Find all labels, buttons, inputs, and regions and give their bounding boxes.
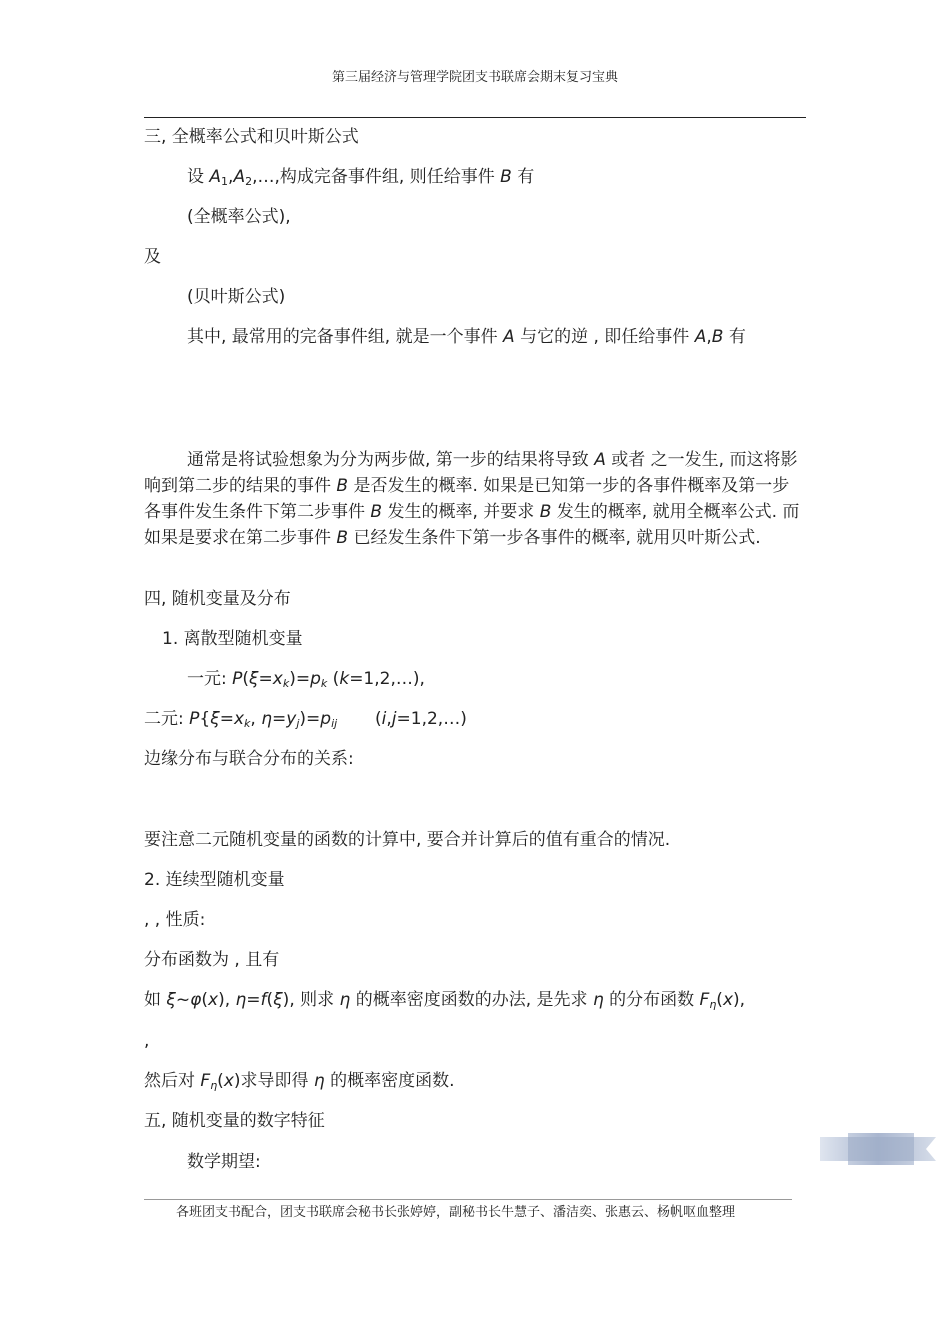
derivative-line: 然后对 $F_\eta(x)$求导即得 η 的概率密度函数. [144, 1071, 455, 1092]
page-footer: 各班团支书配合，团支书联席会秘书长张婷婷，副秘书长牛慧子、潘洁奕、张惠云、杨帆呕血整理 [176, 1205, 736, 1220]
two-dim-distribution: 二元: $P\{\xi=x_k$, $\eta=y_j)=p_{ij}$ (i,j=1,2,…) [144, 709, 467, 730]
discrete-heading: 1. 离散型随机变量 [162, 629, 303, 649]
total-probability-label: (全概率公式), [187, 207, 291, 227]
continuous-heading: 2. 连续型随机变量 [144, 870, 285, 890]
event-group-line: 设 $A_1,A_2,\dots$,构成完备事件组, 则任给事件 B 有 [187, 167, 535, 188]
page-header: 第三届经济与管理学院团支书联席会期末复习宝典 [331, 70, 618, 85]
explanation-paragraph: 通常是将试验想象为分为两步做, 第一步的结果将导致 A 或者 之一发生, 而这将影响到第二步的结果的事件 B 是否发生的概率. 如果是已知第一步的各事件概率及第一步各事件发生条件下第二步事件 B 发生的概率, 并要求 B 发生的概率, 就用全概率公式. 而如果是要求在第二步事件 B 已经发生条件下第一步各事件的概率, 就用贝叶斯公式. [144, 450, 800, 548]
decorative-ribbon [818, 1133, 936, 1165]
cdf-line: 分布函数为 , 且有 [144, 950, 280, 970]
footer-rule [144, 1199, 792, 1200]
density-method-line: 如 ξ~φ(x), η=f(ξ), 则求 η 的概率密度函数的办法, 是先求 η 的分布函数 $F_\eta(x)$, [144, 990, 746, 1011]
and-label: 及 [144, 247, 161, 267]
comma-line: , [144, 1031, 150, 1051]
common-group-line: 其中, 最常用的完备事件组, 就是一个事件 A 与它的逆 , 即任给事件 A,B 有 [187, 327, 746, 347]
marginal-relation: 边缘分布与联合分布的关系: [144, 749, 354, 769]
section-5-heading: 五, 随机变量的数字特征 [144, 1111, 325, 1131]
note-line: 要注意二元随机变量的函数的计算中, 要合并计算后的值有重合的情况. [144, 830, 671, 850]
one-dim-distribution: 一元: $P(\xi=x_k)=p_k$ (k=1,2,…), [187, 669, 425, 690]
expectation-label: 数学期望: [187, 1152, 261, 1172]
bayes-label: (贝叶斯公式) [187, 287, 286, 307]
section-4-heading: 四, 随机变量及分布 [144, 589, 291, 609]
property-line: , , 性质: [144, 910, 206, 930]
section-3-heading: 三, 全概率公式和贝叶斯公式 [144, 127, 359, 147]
header-rule [144, 117, 806, 118]
